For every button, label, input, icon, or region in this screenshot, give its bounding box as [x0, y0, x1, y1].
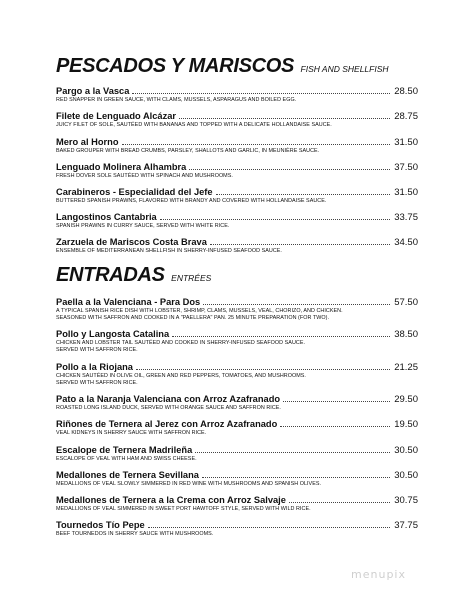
item-description: RED SNAPPER IN GREEN SAUCE, WITH CLAMS, MUSSELS, ASPARAGUS AND BOILED EGG. [56, 97, 297, 103]
item-name: Langostinos Cantabria [56, 212, 157, 222]
section-subtitle: FISH AND SHELLFISH [300, 64, 389, 74]
dot-leader [136, 369, 390, 370]
item-name: Tournedos Tío Pepe [56, 520, 145, 530]
menu-item [56, 111, 418, 129]
item-name: Paella a la Valenciana - Para Dos [56, 297, 201, 307]
item-description: VEAL KIDNEYS IN SHERRY SAUCE WITH SAFFRON RICE. [56, 430, 207, 436]
item-price: 33.75 [394, 212, 418, 223]
dot-leader [160, 219, 390, 220]
item-description: JUICY FILET OF SOLE, SAUTÉED WITH BANANAS AND TOPPED WITH A DELICATE HOLLANDAISE SAUCE. [56, 122, 332, 128]
menu-item [56, 419, 418, 437]
dot-leader [172, 336, 390, 337]
dot-leader [132, 93, 390, 94]
item-description: MEDALLIONS OF VEAL SIMMERED IN SWEET PORT HAWTOFF STYLE, SERVED WITH WILD RICE. [56, 506, 311, 512]
section-title: PESCADOS Y MARISCOS [56, 55, 295, 77]
section-header-entrees [56, 264, 211, 287]
item-name: Pato a la Naranja Valenciana con Arroz Azafranado [56, 394, 281, 404]
menu-item [56, 86, 418, 104]
item-price: 31.50 [394, 137, 418, 148]
dot-leader [289, 502, 390, 503]
item-price: 37.75 [394, 520, 418, 531]
item-price: 29.50 [394, 394, 418, 405]
dot-leader [203, 304, 390, 305]
section-title: ENTRADAS [56, 264, 165, 286]
item-price: 28.50 [394, 86, 418, 97]
item-description: CHICKEN SAUTÉED IN OLIVE OIL, GREEN AND RED PEPPERS, TOMATOES, AND MUSHROOMS. [56, 373, 306, 379]
section-subtitle: ENTRÉES [171, 273, 212, 283]
menu-item [56, 520, 418, 538]
menu-item [56, 212, 418, 230]
item-description: A TYPICAL SPANISH RICE DISH WITH LOBSTER, SHRIMP, CLAMS, MUSSELS, VEAL, CHORIZO, AND CHICKEN. [56, 308, 343, 314]
item-description: FRESH DOVER SOLE SAUTÉED WITH SPINACH AND MUSHROOMS. [56, 173, 233, 179]
item-description: SPANISH PRAWNS IN CURRY SAUCE, SERVED WITH WHITE RICE. [56, 223, 230, 229]
item-description: BEEF TOURNEDOS IN SHERRY SAUCE WITH MUSHROOMS. [56, 531, 214, 537]
item-name: Pollo y Langosta Catalina [56, 329, 170, 339]
item-price: 21.25 [394, 362, 418, 373]
item-name: Medallones de Ternera Sevillana [56, 470, 199, 480]
item-description: CHICKEN AND LOBSTER TAIL SAUTÉED AND COOKED IN SHERRY-INFUSED SEAFOOD SAUCE. [56, 340, 306, 346]
item-description: MEDALLIONS OF VEAL SLOWLY SIMMERED IN RED WINE WITH MUSHROOMS AND SPANISH OLIVES. [56, 481, 322, 487]
item-price: 37.50 [394, 162, 418, 173]
item-name: Lenguado Molinera Alhambra [56, 162, 187, 172]
item-description: SERVED WITH SAFFRON RICE. [56, 347, 138, 353]
dot-leader [210, 244, 390, 245]
menu-item [56, 470, 418, 488]
menu-item [56, 495, 418, 513]
item-description: SERVED WITH SAFFRON RICE. [56, 380, 138, 386]
dot-leader [148, 527, 391, 528]
menu-item [56, 297, 418, 322]
item-description: SEASONED WITH SAFFRON AND COOKED IN A "PAELLERA" PAN. 25 MINUTE PREPARATION (FOR TWO). [56, 315, 330, 321]
menu-item [56, 362, 418, 387]
dot-leader [195, 452, 390, 453]
menu-item [56, 187, 418, 205]
menu-item [56, 329, 418, 354]
item-name: Medallones de Ternera a la Crema con Arroz Salvaje [56, 495, 286, 505]
item-price: 30.50 [394, 445, 418, 456]
item-description: ENSEMBLE OF MEDITERRANEAN SHELLFISH IN SHERRY-INFUSED SEAFOOD SAUCE. [56, 248, 282, 254]
watermark-logo: menupix [351, 568, 406, 581]
dot-leader [216, 194, 391, 195]
item-name: Mero al Horno [56, 137, 119, 147]
item-name: Carabineros - Especialidad del Jefe [56, 187, 213, 197]
section-header-fish [56, 55, 389, 78]
item-price: 57.50 [394, 297, 418, 308]
item-description: ESCALOPE OF VEAL WITH HAM AND SWISS CHEESE. [56, 456, 197, 462]
item-price: 30.50 [394, 470, 418, 481]
item-description: BAKED GROUPER WITH BREAD CRUMBS, PARSLEY, SHALLOTS AND GARLIC, IN MEUNIÈRE SAUCE. [56, 148, 320, 154]
item-price: 38.50 [394, 329, 418, 340]
menu-item [56, 237, 418, 255]
menu-item [56, 137, 418, 155]
dot-leader [202, 477, 390, 478]
item-description: ROASTED LONG ISLAND DUCK, SERVED WITH ORANGE SAUCE AND SAFFRON RICE. [56, 405, 281, 411]
item-name: Riñones de Ternera al Jerez con Arroz Azafranado [56, 419, 278, 429]
item-description: BUTTERED SPANISH PRAWNS, FLAVORED WITH BRANDY AND COVERED WITH HOLLANDAISE SAUCE. [56, 198, 327, 204]
item-price: 34.50 [394, 237, 418, 248]
dot-leader [122, 144, 391, 145]
menu-item [56, 394, 418, 412]
menu-item [56, 162, 418, 180]
item-name: Zarzuela de Mariscos Costa Brava [56, 237, 207, 247]
item-price: 31.50 [394, 187, 418, 198]
item-name: Pollo a la Riojana [56, 362, 133, 372]
menu-item [56, 445, 418, 463]
item-name: Filete de Lenguado Alcázar [56, 111, 177, 121]
item-price: 19.50 [394, 419, 418, 430]
dot-leader [179, 118, 390, 119]
item-name: Pargo a la Vasca [56, 86, 130, 96]
item-price: 28.75 [394, 111, 418, 122]
dot-leader [283, 401, 390, 402]
item-name: Escalope de Ternera Madrileña [56, 445, 193, 455]
item-price: 30.75 [394, 495, 418, 506]
dot-leader [280, 426, 390, 427]
dot-leader [189, 169, 390, 170]
